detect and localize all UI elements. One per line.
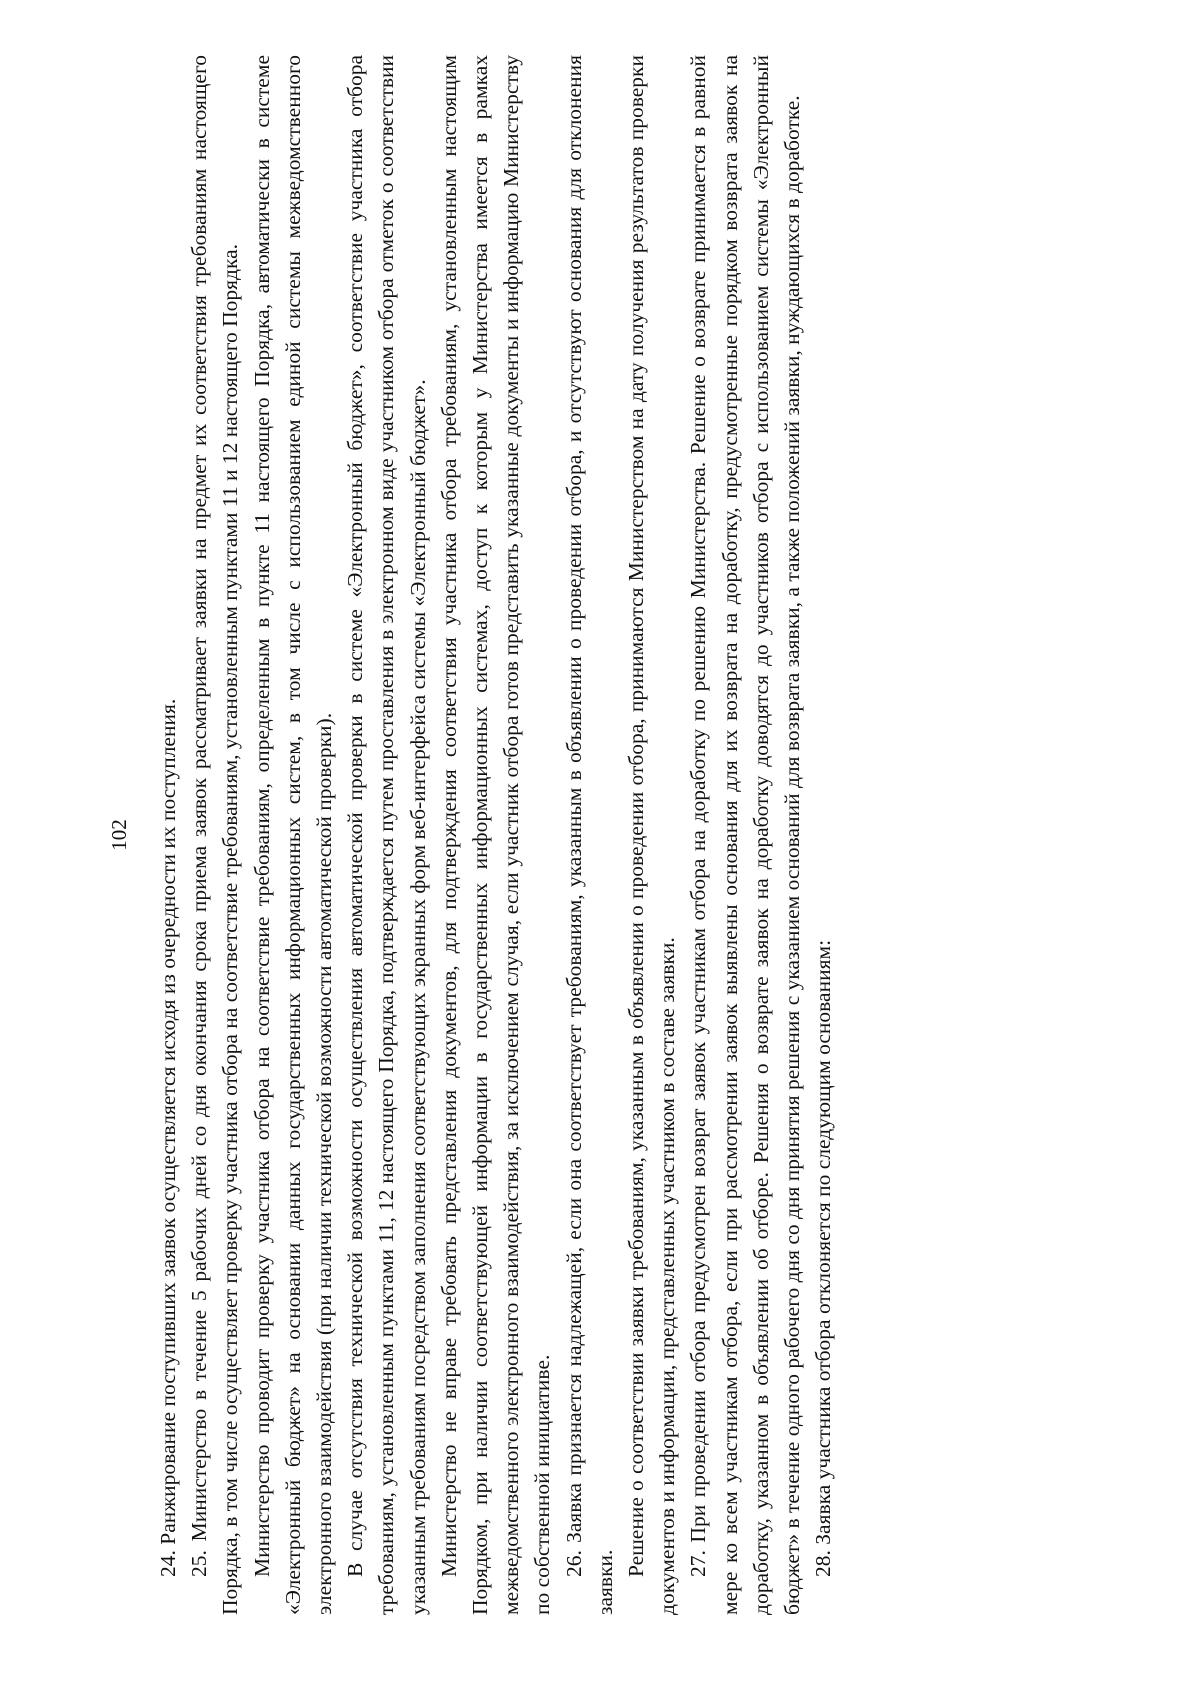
rotated-content-area [105, 55, 955, 1635]
paragraph-automatic-check: Министерство проводит проверку участника отбора на соответствие требованиям, определенным в пункте 11 настоящего Порядка, автоматически в системе «Электронный бюджет» на основании данных государственных информационных систем, в том числе с использованием единой системы межведомственного электронного взаимодействия (при наличии технической возможности автоматической проверки). [249, 55, 337, 1615]
paragraph-26: 26. Заявка признается надлежащей, если она соответствует требованиям, указанным в объявлении о проведении отбора, и отсутствуют основания для отклонения заявки. [561, 55, 617, 1615]
paragraph-27: 27. При проведении отбора предусмотрен возврат заявок участникам отбора на доработку по решению Министерства. Решение о возврате принимается в равной мере ко всем участникам отбора, если при рассмотрении заявок выявлены основания для их возврата на доработку, предусмотренные порядком возврата заявок на доработку, указанном в объявлении об отборе. Решения о возврате заявок на доработку доводятся до участников отбора с использованием системы «Электронный бюджет» в течение одного рабочего дня со дня принятия решения с указанием оснований для возврата заявки, а также положений заявки, нуждающихся в доработке. [686, 55, 805, 1615]
paragraph-decision: Решение о соответствии заявки требованиям, указанным в объявлении о проведении отбора, принимаются Министерством на дату получения результатов проверки документов и информации, представленных участником в составе заявки. [624, 55, 680, 1615]
rotated-text-block [105, 55, 945, 1615]
paragraph-25: 25. Министерство в течение 5 рабочих дней со дня окончания срока приема заявок рассматривает заявки на предмет их соответствия требованиям настоящего Порядка, в том числе осуществляет проверку участника отбора на соответствие требованиям, установленным пунктами 11 и 12 настоящего Порядка. [187, 55, 243, 1615]
paragraph-24: 24. Ранжирование поступивших заявок осуществляется исходя из очередности их поступления. [156, 698, 180, 1577]
page-number: 102 [107, 819, 131, 851]
paragraph-28: 28. Заявка участника отбора отклоняется по следующим основаниям: [811, 939, 836, 1577]
paragraph-manual-check: В случае отсутствия технической возможности осуществления автоматической проверки в системе «Электронный бюджет», соответствие участника отбора требованиям, установленным пунктами 11, 12 настоящего Порядка, подтверждается путем проставления в электронном виде участником отбора отметок о соответствии указанным требованиям посредством заполнения соответствующих экранных форм веб-интерфейса системы «Электронный бюджет». [343, 55, 430, 1615]
document-body [153, 55, 839, 1615]
paragraph-documents-request: Министерство не вправе требовать представления документов, для подтверждения соответствия участника отбора требованиям, установленным настоящим Порядком, при наличии соответствующей информации в государственных информационных системах, доступ к которым у Министерства имеется в рамках межведомственного электронного взаимодействия, за исключением случая, если участник отбора готов представить указанные документы и информацию Министерству по собственной инициативе. [436, 55, 555, 1615]
